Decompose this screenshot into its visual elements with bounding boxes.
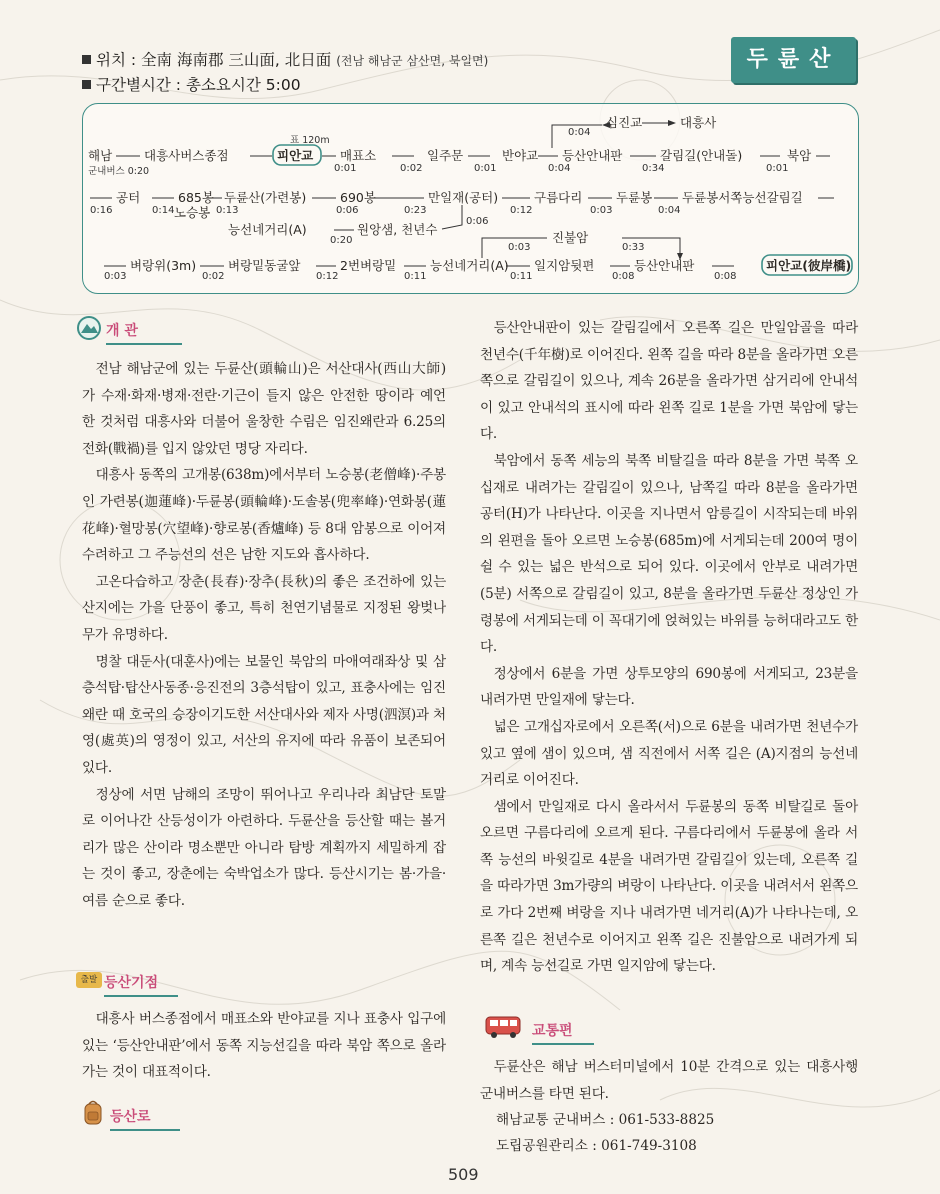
transport-paragraph: 두륜산은 해남 버스터미널에서 10분 간격으로 있는 대흥사행 군내버스를 타면 된다. <box>480 1059 858 1102</box>
route-node: 갈림길(안내돌) <box>660 148 743 163</box>
route-node: 대흥사버스종점 <box>144 148 229 163</box>
transport-heading <box>532 1020 573 1040</box>
route-time: 0:01 <box>766 163 789 174</box>
mountain-name: 두륜산 <box>746 47 841 72</box>
page-number: 509 <box>448 1165 479 1184</box>
route-time: 0:11 <box>510 271 533 282</box>
location-korean: (전남 해남군 삼산면, 북일면) <box>336 54 489 68</box>
start-badge-label: 출발 <box>80 975 98 985</box>
total-time: 총소요시간 5:00 <box>185 76 301 94</box>
contact-park-office: 도립공원관리소 : 061-749-3108 <box>496 1138 697 1154</box>
location-label: 위치 : <box>96 51 142 69</box>
route-time: 0:12 <box>316 271 339 282</box>
trail-title: 등산로 <box>110 1109 151 1125</box>
route-node: 능선네거리(A) <box>228 222 307 237</box>
route-time: 0:03 <box>590 205 613 216</box>
route-node: 해남 <box>88 148 113 163</box>
route-time: 0:02 <box>202 271 225 282</box>
overview-paragraph: 명찰 대둔사(대훈사)에는 보물인 북암의 마애여래좌상 및 삼층석탑·탑산사동종·응진전의 3층석탑이 있고, 표충사에는 임진왜란 때 호국의 승장이기도한 서산대사와 제자 사명(泗溟)과 처영(處英)의 영정이 있고, 서산의 유지에 따라 유품이 보존되어 있다. <box>82 653 446 776</box>
trail-paragraph: 넓은 고개십자로에서 오른쪽(서)으로 6분을 내려가면 천년수가 있고 옆에 샘이 있으며, 샘 직전에서 서쪽 길은 (A)지점의 능선네거리로 이어진다. <box>480 718 858 789</box>
trail-paragraph: 샘에서 만일재로 다시 올라서서 두륜봉의 동쪽 비탈길로 돌아 오르면 구름다리에 오르게 된다. 구름다리에서 두륜봉에 올라 서쪽 능선의 바윗길로 4분을 내려가면 갈림길이 있는데, 오른쪽 길을 따라가면 3m가량의 벼랑이 나타난다. 이곳을 내려서서 왼쪽으로 가다 2번째 벼랑을 지나 내려가면 네거리(A)가 나타나는데, 오른쪽 길은 천년수로 이어지고 왼쪽 길은 진불암으로 내려가게 되며, 계속 능선길로 가면 일지암에 닿는다. <box>480 798 858 975</box>
trail-heading <box>110 1106 151 1126</box>
start-badge-icon <box>76 972 102 988</box>
overview-paragraph: 전남 해남군에 있는 두륜산(頭輪山)은 서산대사(西山大師)가 수재·화재·병재·전란·기근이 들지 않은 안전한 땅이라 예언한 것처럼 대흥사와 더불어 울창한 수림은 임진왜란과 6.25의 전화(戰禍)를 입지 않았던 명당 자리다. <box>82 361 446 457</box>
route-node: 685봉 <box>178 190 214 205</box>
route-node: 심진교 <box>606 115 643 130</box>
start-point-heading <box>104 972 158 992</box>
bullet-square-icon <box>82 55 91 64</box>
route-node: 만일재(공터) <box>428 190 499 205</box>
overview-paragraph: 고온다습하고 장춘(長春)·장추(長秋)의 좋은 조건하에 있는 산지에는 가을 단풍이 좋고, 특히 천연기념물로 지정된 왕벚나무가 유명하다. <box>82 573 446 643</box>
overview-text <box>82 356 446 914</box>
start-point-title: 등산기점 <box>104 975 159 991</box>
route-node: 피안교 <box>277 148 314 163</box>
overview-paragraph: 정상에 서면 남해의 조망이 뛰어나고 우리나라 최남단 토말로 이어나간 산등성이가 아련하다. 두륜산을 등산할 때는 볼거리가 많은 산이라 명소뿐만 아니라 탐방 계획까지 세밀하게 잡는 것이 좋고, 장춘에는 숙박업소가 많다. 등산시기는 봄·가을·여름 순으로 좋다. <box>82 786 446 909</box>
route-time: 0:03 <box>104 271 127 282</box>
route-node: 매표소 <box>340 148 377 163</box>
route-node: 두륜봉서쪽능선갈림길 <box>682 190 803 205</box>
heading-underline <box>104 995 178 997</box>
route-time: 0:23 <box>404 205 427 216</box>
route-time: 0:33 <box>622 242 645 253</box>
route-time: 0:34 <box>642 163 665 174</box>
route-sub-label: 군내버스 0:20 <box>88 166 150 177</box>
route-node: 등산안내판 <box>562 148 623 163</box>
route-node: 벼랑밑동굴앞 <box>228 258 301 273</box>
route-time: 0:06 <box>466 216 489 227</box>
trail-paragraph: 북암에서 동쪽 세능의 북쪽 비탈길을 따라 8분을 가면 북쪽 오십재로 내려가는 갈림길이 있으나, 남쪽길 따라 8분을 올라가면 공터(H)가 나타난다. 이곳을 지나면서 암릉길이 시작되는데 바위의 왼편을 돌아 오르면 노승봉(685m)에 서게되는데 200여 명이 쉴 수 있는 넓은 반석으로 되어 있다. 이곳에서 안부로 내려가면(5분) 서쪽으로 갈림길이 있고, 8분을 올라가면 두륜산 정상인 가령봉에 서게되는데 이 꼭대기에 얹혀있는 바위를 능허대라고도 한다. <box>480 452 858 656</box>
trail-text <box>480 315 858 980</box>
route-node: 일지암뒷편 <box>534 258 595 273</box>
route-time: 0:03 <box>508 242 531 253</box>
route-node: 진불암 <box>552 230 589 245</box>
mountain-icon <box>76 315 104 341</box>
transport-title: 교통편 <box>532 1023 573 1039</box>
trail-paragraph: 정상에서 6분을 가면 상투모양의 690봉에 서게되고, 23분을 내려가면 만일재에 닿는다. <box>480 665 858 709</box>
mountain-title-badge <box>731 37 856 83</box>
route-time: 0:13 <box>216 205 239 216</box>
route-time: 0:01 <box>474 163 497 174</box>
time-line <box>82 73 301 95</box>
route-time: 0:04 <box>548 163 571 174</box>
heading-underline <box>532 1043 594 1045</box>
overview-paragraph: 대흥사 동쪽의 고개봉(638m)에서부터 노승봉(老僧峰)·주봉인 가련봉(迦蓮峰)·두륜봉(頭輪峰)·도솔봉(兜率峰)·연화봉(蓮花峰)·혈망봉(穴望峰)·향로봉(香爐峰) 등 8대 암봉으로 이어져 수려하고 그 주능선의 선은 남한 지도와 흡사하다. <box>82 467 446 564</box>
route-node: 반야교 <box>502 148 539 163</box>
bus-icon <box>484 1014 524 1040</box>
route-node: 690봉 <box>340 190 376 205</box>
bullet-square-icon <box>82 80 91 89</box>
route-sub-label: 노승봉 <box>174 205 211 220</box>
time-label: 구간별시간 : <box>96 76 186 94</box>
route-node: 원앙샘, 천년수 <box>357 222 438 237</box>
overview-heading <box>106 320 138 340</box>
trail-paragraph: 등산안내판이 있는 갈림길에서 오른쪽 길은 만일암골을 따라 천년수(千年樹)로 이어진다. 왼쪽 길을 따라 8분을 올라가면 오른쪽으로 갈림길이 있으나, 계속 26분을 올라가면 삼거리에 안내석이 있고 안내석의 표시에 따라 왼쪽 길로 1분을 가면 북암에 닿는다. <box>480 320 858 443</box>
start-point-text <box>82 1006 446 1086</box>
heading-underline <box>110 1129 180 1131</box>
route-time: 0:08 <box>714 271 737 282</box>
route-time: 0:01 <box>334 163 357 174</box>
route-node: 두륜봉 <box>616 190 653 205</box>
route-node: 공터 <box>116 190 141 205</box>
overview-title: 개 관 <box>106 323 138 339</box>
route-node: 대흥사 <box>680 115 717 130</box>
route-time: 0:20 <box>330 235 353 246</box>
heading-underline <box>106 343 182 345</box>
route-time: 0:11 <box>404 271 427 282</box>
route-node: 등산안내판 <box>634 258 695 273</box>
route-time: 0:08 <box>612 271 635 282</box>
route-node: 일주문 <box>427 148 464 163</box>
route-node: 구름다리 <box>534 190 583 205</box>
route-node: 능선네거리(A) <box>430 258 509 273</box>
route-node: 북암 <box>787 148 812 163</box>
route-time: 0:16 <box>90 205 113 216</box>
transport-text <box>480 1054 858 1107</box>
location-hanja: 全南 海南郡 三山面, 北日面 <box>141 51 332 69</box>
route-time: 0:06 <box>336 205 359 216</box>
route-node: 2번벼랑밑 <box>340 258 397 273</box>
route-node: 피안교(彼岸橋) <box>766 258 852 273</box>
start-point-paragraph: 대흥사 버스종점에서 매표소와 반야교를 지나 표충사 입구에 있는 ‘등산안내판’에서 동쪽 지능선길을 따라 북암 쪽으로 올라가는 것이 대표적이다. <box>82 1011 446 1081</box>
contact-bus: 해남교통 군내버스 : 061-533-8825 <box>496 1112 715 1128</box>
route-time: 0:04 <box>568 127 591 138</box>
backpack-icon <box>78 1098 108 1128</box>
location-line <box>82 48 488 70</box>
route-diagram <box>82 103 857 292</box>
route-elevation: 표 120m <box>290 135 330 146</box>
route-time: 0:14 <box>152 205 175 216</box>
route-time: 0:04 <box>658 205 681 216</box>
route-time: 0:02 <box>400 163 423 174</box>
route-node: 벼랑위(3m) <box>130 258 197 273</box>
route-time: 0:12 <box>510 205 533 216</box>
route-node: 두륜산(가련봉) <box>224 190 307 205</box>
